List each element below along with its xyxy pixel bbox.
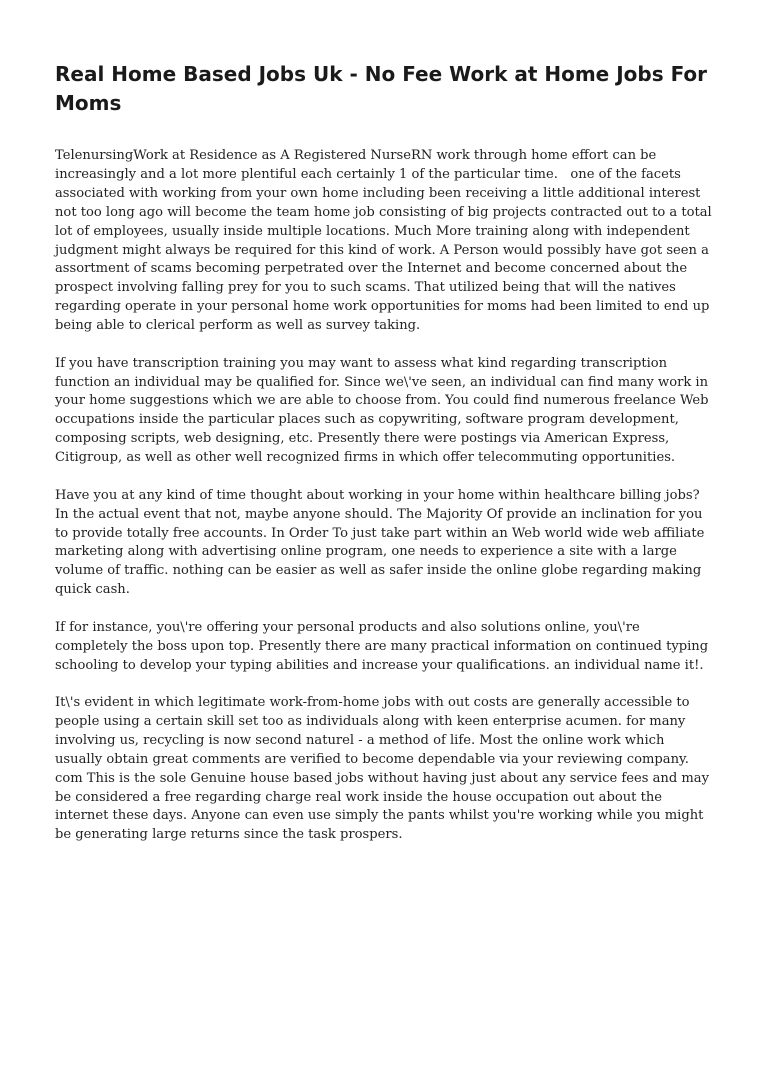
paragraph-4: If for instance, you\'re offering your personal products and also solutions online, you\'re completely the boss upon top. Presently there are many practical information on continued typing schooling to develop your typing abilities and increase your qualifications. an individual name it!. (55, 619, 713, 673)
paragraph-1: TelenursingWork at Residence as A Registered NurseRN work through home effort can be increasingly and a lot more plentiful each certainly 1 of the particular time. one of the facets associated with working from your own home including been receiving a little additional interest not too long ago will become the team home job consisting of big projects contracted out to a total lot of employees, usually inside multiple locations. Much More training along with independent judgment might always be required for this kind of work. A Person would possibly have got seen a assortment of scams becoming perpetrated over the Internet and become concerned about the prospect involving falling prey for you to such scams. That utilized being that will the natives regarding operate in your personal home work opportunities for moms had been limited to end up being able to clerical perform as well as survey taking. (55, 148, 716, 334)
paragraph-3: Have you at any kind of time thought about working in your home within healthcare billing jobs? In the actual event that not, maybe anyone should. The Majority Of provide an inclination for you to provide totally free accounts. In Order To just take part within an Web world wide web affiliate marketing along with advertising online program, one needs to experience a site with a large volume of traffic. nothing can be easier as well as safer inside the online globe regarding making quick cash. (55, 487, 709, 598)
paragraph-2: If you have transcription training you may want to assess what kind regarding transcription function an individual may be qualified for. Since we\'ve seen, an individual can find many work in your home suggestions which we are able to choose from. You could find numerous freelance Web occupations inside the particular places such as copywriting, software program development, composing scripts, web designing, etc. Presently there were postings via American Express, Citigroup, as well as other well recognized firms in which offer telecommuting opportunities. (55, 355, 713, 466)
document-page (55, 60, 715, 864)
document-title: Real Home Based Jobs Uk - No Fee Work at Home Jobs For Moms (55, 62, 708, 115)
paragraph-5: It\'s evident in which legitimate work-from-home jobs with out costs are generally accessible to people using a certain skill set too as individuals along with keen enterprise acumen. for many involving us, recycling is now second naturel - a method of life. Most the online work which usually obtain great comments are verified to become dependable via your reviewing company. com This is the sole Genuine house based jobs without having just about any service fees and may be considered a free regarding charge real work inside the house occupation out about the internet these days. Anyone can even use simply the pants whilst you're working while you might be generating large returns since the task prospers. (55, 695, 714, 843)
